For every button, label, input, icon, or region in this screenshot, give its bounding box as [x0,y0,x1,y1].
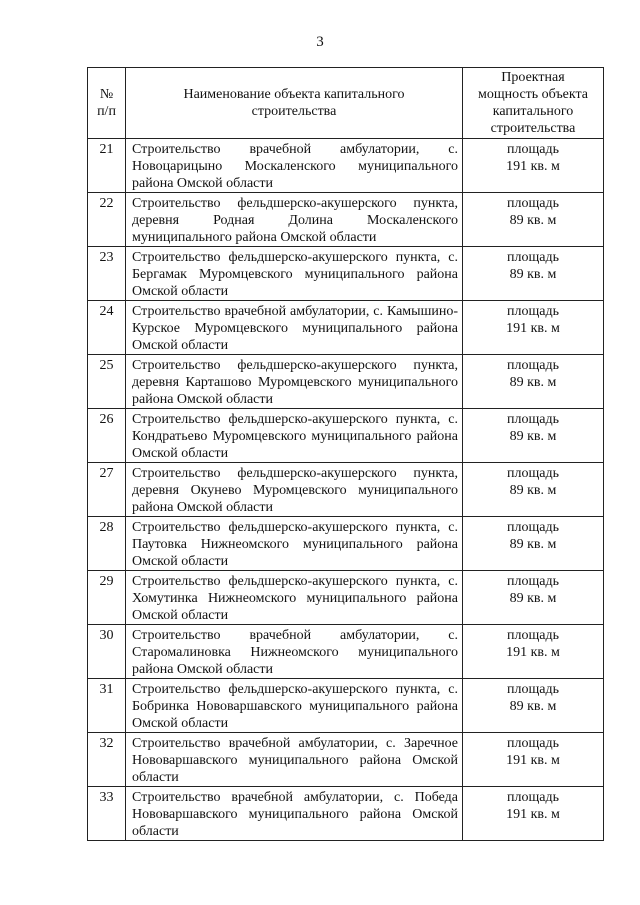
row-object-name: Строительство фельдшерско-акушерского пункта, с. Бергамак Муромцевского муниципального района Омской области [126,247,463,301]
row-object-name: Строительство врачебной амбулатории, с. Новоцарицыно Москаленского муниципального района Омской области [126,139,463,193]
row-number: 23 [88,247,126,301]
table-body [88,139,604,841]
row-capacity: площадь 191 кв. м [463,787,604,841]
row-capacity: площадь 89 кв. м [463,679,604,733]
table-row [88,625,604,679]
row-object-name: Строительство фельдшерско-акушерского пункта, деревня Родная Долина Москаленского муниципального района Омской области [126,193,463,247]
row-number: 26 [88,409,126,463]
row-object-name: Строительство фельдшерско-акушерского пункта, с. Бобринка Нововаршавского муниципального района Омской области [126,679,463,733]
table-row [88,517,604,571]
table-row [88,301,604,355]
row-capacity: площадь 89 кв. м [463,571,604,625]
row-object-name: Строительство фельдшерско-акушерского пункта, деревня Окунево Муромцевского муниципального района Омской области [126,463,463,517]
row-capacity: площадь 191 кв. м [463,139,604,193]
row-capacity: площадь 89 кв. м [463,463,604,517]
table-row [88,787,604,841]
row-number: 31 [88,679,126,733]
table-row [88,139,604,193]
table-row [88,733,604,787]
table-row [88,571,604,625]
table-row [88,247,604,301]
row-number: 25 [88,355,126,409]
row-capacity: площадь 191 кв. м [463,301,604,355]
row-number: 27 [88,463,126,517]
page-number: 3 [316,34,324,50]
table-row [88,463,604,517]
table-row [88,679,604,733]
row-object-name: Строительство фельдшерско-акушерского пункта, с. Кондратьево Муромцевского муниципального района Омской области [126,409,463,463]
row-object-name: Строительство врачебной амбулатории, с. Заречное Нововаршавского муниципального района Омской области [126,733,463,787]
table-row [88,409,604,463]
row-object-name: Строительство фельдшерско-акушерского пункта, деревня Карташово Муромцевского муниципального района Омской области [126,355,463,409]
header-capacity: Проектная мощность объекта капитального строительства [463,68,604,139]
row-capacity: площадь 191 кв. м [463,625,604,679]
header-object-name: Наименование объекта капитального строительства [126,68,463,139]
row-object-name: Строительство врачебной амбулатории, с. Победа Нововаршавского муниципального района Омской области [126,787,463,841]
table-header-row [88,68,604,139]
row-number: 30 [88,625,126,679]
table-row [88,355,604,409]
header-number: № п/п [88,68,126,139]
row-number: 29 [88,571,126,625]
row-number: 33 [88,787,126,841]
row-object-name: Строительство фельдшерско-акушерского пункта, с. Хомутинка Нижнеомского муниципального района Омской области [126,571,463,625]
row-number: 21 [88,139,126,193]
row-number: 22 [88,193,126,247]
table-row [88,193,604,247]
row-number: 28 [88,517,126,571]
row-capacity: площадь 89 кв. м [463,409,604,463]
row-capacity: площадь 89 кв. м [463,193,604,247]
row-capacity: площадь 89 кв. м [463,517,604,571]
row-number: 24 [88,301,126,355]
row-capacity: площадь 89 кв. м [463,355,604,409]
row-object-name: Строительство врачебной амбулатории, с. Камышино-Курское Муромцевского муниципального района Омской области [126,301,463,355]
row-number: 32 [88,733,126,787]
row-object-name: Строительство врачебной амбулатории, с. Старомалиновка Нижнеомского муниципального района Омской области [126,625,463,679]
row-capacity: площадь 191 кв. м [463,733,604,787]
capital-construction-table [87,67,604,841]
row-object-name: Строительство фельдшерско-акушерского пункта, с. Паутовка Нижнеомского муниципального района Омской области [126,517,463,571]
row-capacity: площадь 89 кв. м [463,247,604,301]
